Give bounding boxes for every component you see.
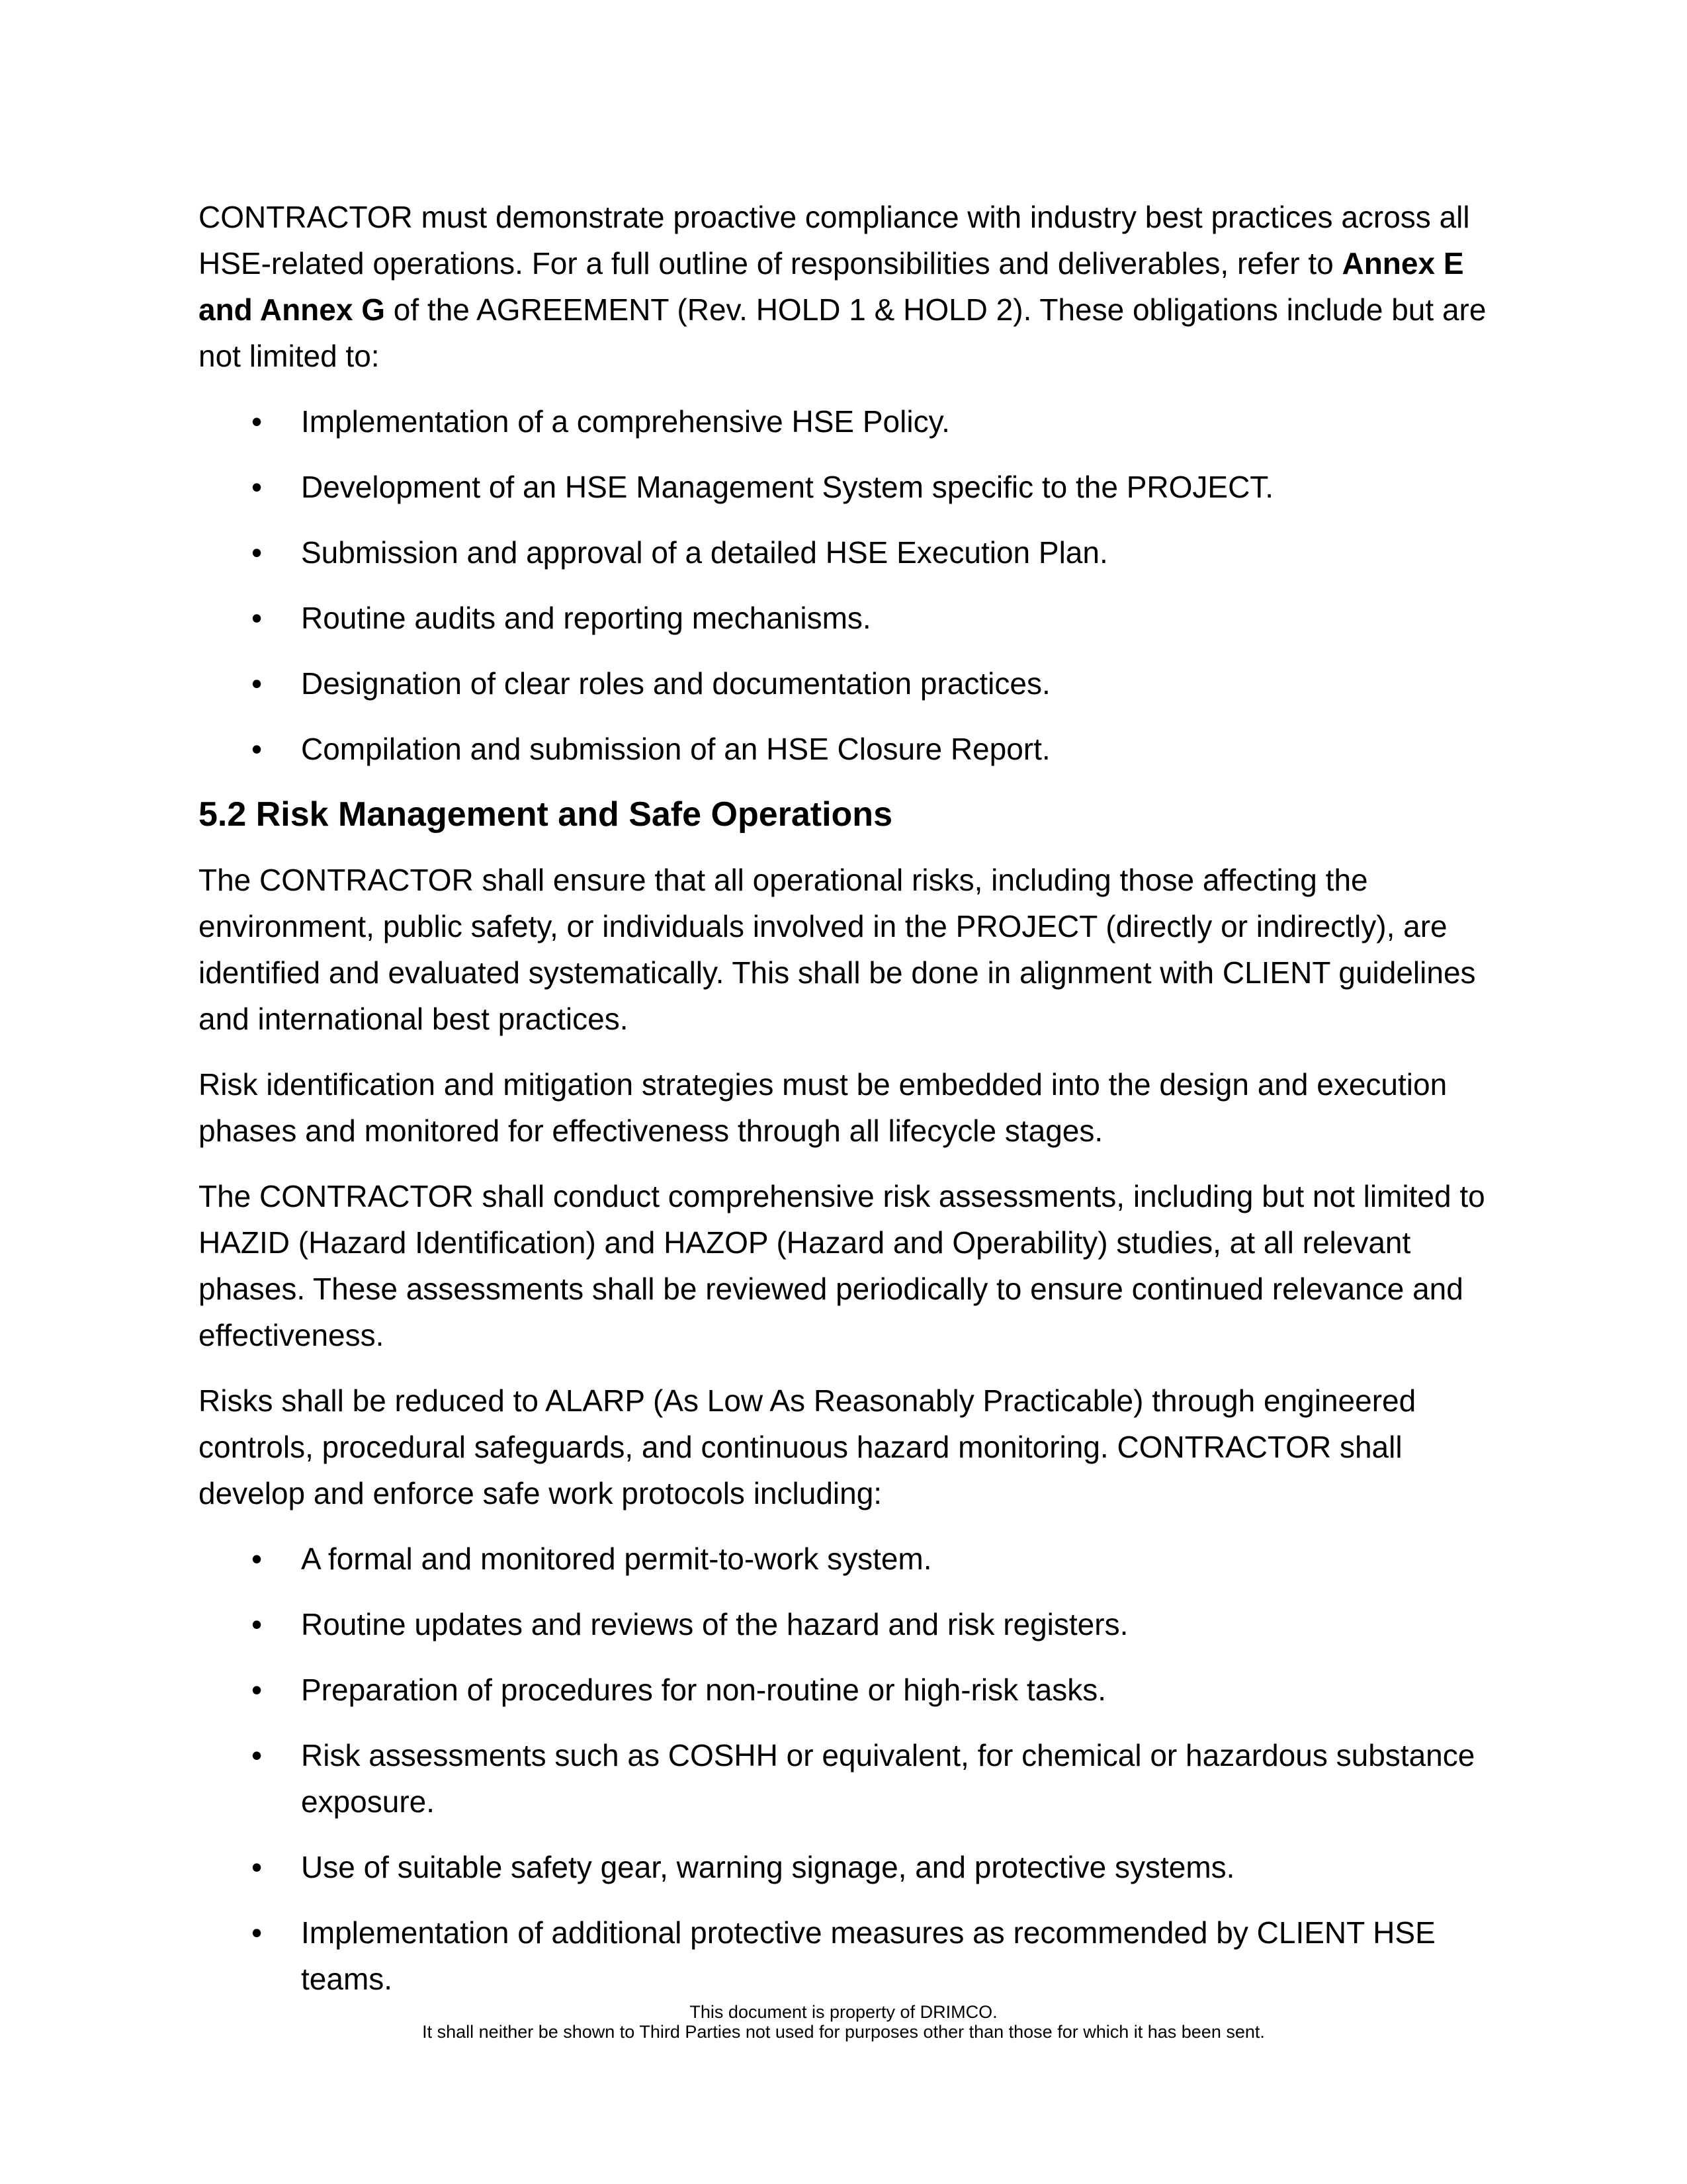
bullet-icon: • [251,601,263,635]
list-item [198,1601,1489,1647]
list-item-text: Implementation of a comprehensive HSE Policy. [301,404,950,439]
footer-line-disclaimer: It shall neither be shown to Third Parties not used for purposes other than those for which it has been sent. [422,2022,1265,2042]
footer-line-property: This document is property of DRIMCO. [689,2002,998,2022]
section-heading-5-2: 5.2 Risk Management and Safe Operations [198,795,892,834]
document-content [198,194,1489,2021]
list-item-text: Development of an HSE Management System specific to the PROJECT. [301,470,1274,504]
paragraph-intro [198,194,1489,379]
list-item-text: Compilation and submission of an HSE Closure Report. [301,732,1051,766]
paragraph-alarp: Risks shall be reduced to ALARP (As Low As Reasonably Practicable) through engineered controls, procedural safeguards, and continuous hazard monitoring. CONTRACTOR shall develop and enforce safe work protocols including: [198,1383,1416,1510]
list-item-text: Risk assessments such as COSHH or equivalent, for chemical or hazardous substance exposure. [301,1738,1475,1819]
bullet-icon: • [251,732,263,766]
bullet-icon: • [251,666,263,701]
list-item [198,464,1489,510]
intro-text-post: of the AGREEMENT (Rev. HOLD 1 & HOLD 2). These obligations include but are not limited to: [198,292,1487,373]
list-item [198,660,1489,707]
list-item [198,595,1489,641]
list-item [198,1536,1489,1582]
bullet-icon: • [251,1738,263,1772]
paragraph-risk-identification: Risk identification and mitigation strategies must be embedded into the design and execution phases and monitored for effectiveness through all lifecycle stages. [198,1067,1448,1148]
intro-text-bold-annex: Annex E and Annex G [198,246,1464,327]
intro-text-pre: CONTRACTOR must demonstrate proactive compliance with industry best practices across all HSE-related operations. For a full outline of responsibilities and deliverables, refer to [198,200,1470,281]
safe-work-protocols-list [198,1536,1489,2002]
list-item-text: Use of suitable safety gear, warning signage, and protective systems. [301,1850,1235,1884]
bullet-icon: • [251,1542,263,1576]
bullet-icon: • [251,1850,263,1884]
bullet-icon: • [251,404,263,439]
list-item [198,398,1489,445]
list-item [198,1667,1489,1713]
paragraph-operational-risks: The CONTRACTOR shall ensure that all operational risks, including those affecting the environment, public safety, or individuals involved in the PROJECT (directly or indirectly), are identified and evaluated systematically. This shall be done in alignment with CLIENT guidelines and international best practices. [198,863,1476,1036]
list-item [198,726,1489,772]
page-footer [0,2002,1687,2042]
list-item [198,529,1489,576]
list-item-text: Routine audits and reporting mechanisms. [301,601,871,635]
list-item-text: Submission and approval of a detailed HSE Execution Plan. [301,535,1108,570]
list-item-text: A formal and monitored permit-to-work system. [301,1542,932,1576]
list-item-text: Routine updates and reviews of the hazard and risk registers. [301,1607,1129,1641]
bullet-icon: • [251,1673,263,1707]
bullet-icon: • [251,1607,263,1641]
list-item-text: Designation of clear roles and documentation practices. [301,666,1051,701]
list-item [198,1732,1489,1825]
bullet-icon: • [251,470,263,504]
bullet-icon: • [251,1915,263,1950]
list-item-text: Preparation of procedures for non-routine or high-risk tasks. [301,1673,1107,1707]
bullet-icon: • [251,535,263,570]
list-item-text: Implementation of additional protective measures as recommended by CLIENT HSE teams. [301,1915,1436,1996]
list-item [198,1844,1489,1890]
list-item [198,1909,1489,2002]
paragraph-risk-assessments: The CONTRACTOR shall conduct comprehensive risk assessments, including but not limited to HAZID (Hazard Identification) and HAZOP (Hazard and Operability) studies, at all relevant phases. These assessments shall be reviewed periodically to ensure continued relevance and effectiveness. [198,1179,1485,1352]
hse-obligations-list [198,398,1489,772]
